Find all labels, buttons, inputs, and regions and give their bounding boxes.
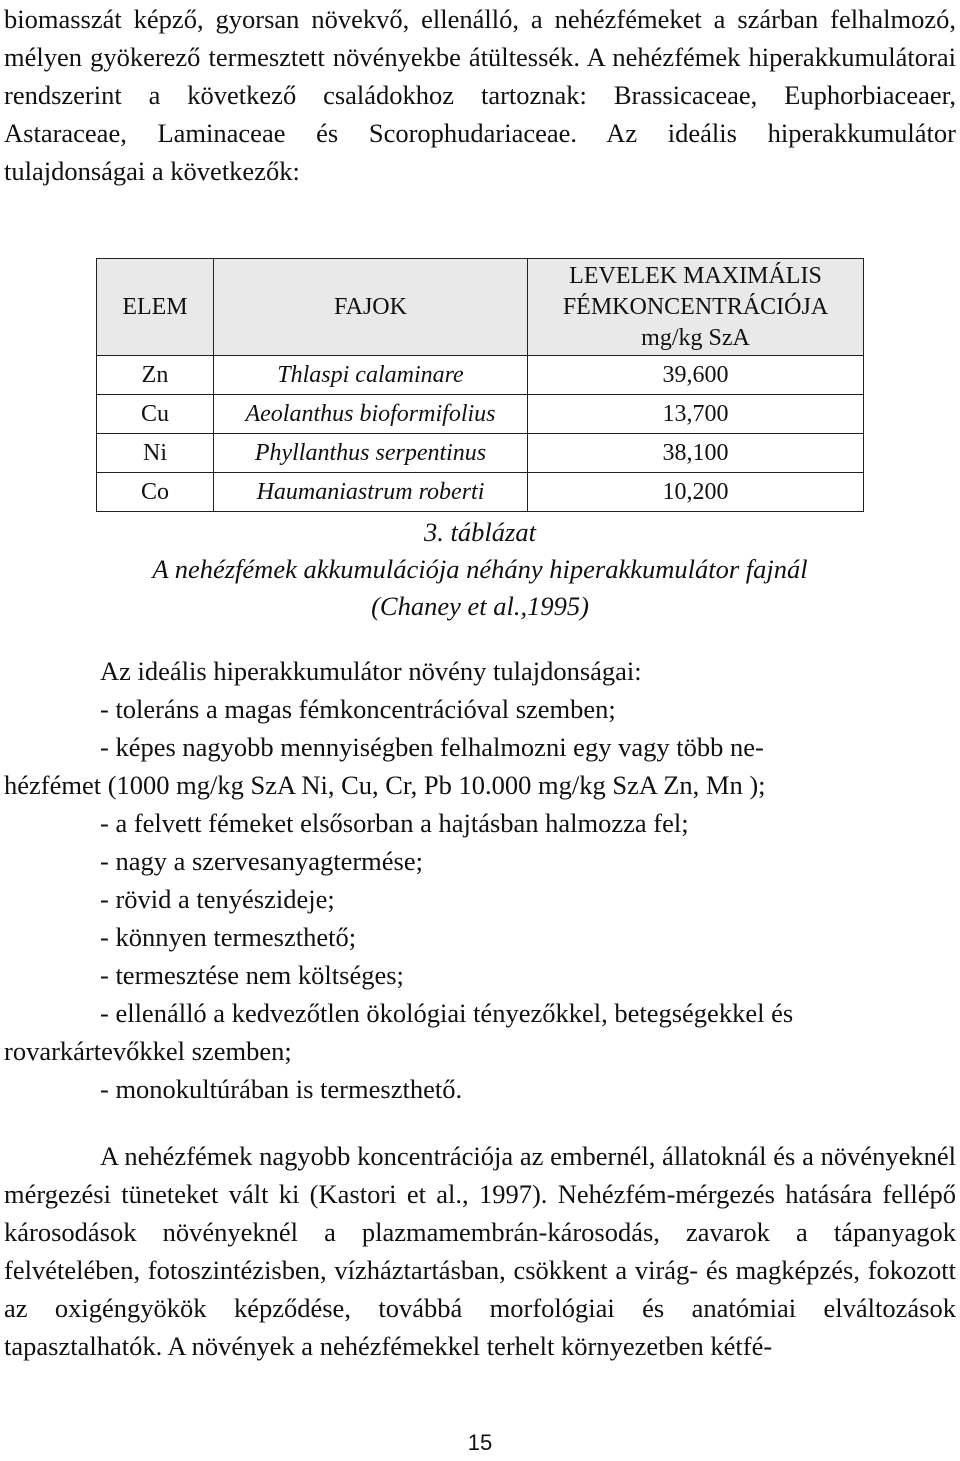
header-elem: ELEM: [97, 259, 214, 356]
header-concentration-line2: FÉMKONCENTRÁCIÓJA: [562, 293, 829, 320]
page-number: 15: [467, 1430, 493, 1455]
list-item: - a felvett fémeket elsősorban a hajtásban halmozza fel;: [100, 808, 689, 838]
header-concentration: [528, 259, 864, 356]
cell-elem: Zn: [97, 356, 214, 395]
list-item: - toleráns a magas fémkoncentrációval szemben;: [100, 694, 616, 724]
table-header-row: [97, 259, 864, 356]
cell-elem: Cu: [97, 395, 214, 434]
properties-heading: Az ideális hiperakkumulátor növény tulajdonságai:: [100, 656, 642, 686]
cell-value: 39,600: [528, 356, 864, 395]
list-item: - nagy a szervesanyagtermése;: [100, 846, 423, 876]
cell-value: 13,700: [528, 395, 864, 434]
header-fajok: FAJOK: [214, 259, 528, 356]
list-item: - monokultúrában is termeszthető.: [100, 1074, 463, 1104]
cell-elem: Ni: [97, 434, 214, 473]
table-row: [97, 434, 864, 473]
cell-species: Aeolanthus bioformifolius: [214, 395, 528, 434]
cell-species: Phyllanthus serpentinus: [214, 434, 528, 473]
list-item: - ellenálló a kedvezőtlen ökológiai tényezőkkel, betegségekkel és: [100, 998, 794, 1028]
hyperaccumulator-table: [96, 258, 864, 512]
cell-value: 38,100: [528, 434, 864, 473]
cell-species: Haumaniastrum roberti: [214, 473, 528, 512]
list-item: - könnyen termeszthető;: [100, 922, 357, 952]
list-item-continuation: hézfémet (1000 mg/kg SzA Ni, Cu, Cr, Pb 10.000 mg/kg SzA Zn, Mn );: [4, 770, 766, 800]
table-row: [97, 395, 864, 434]
table-row: [97, 473, 864, 512]
list-item: - rövid a tenyészideje;: [100, 884, 335, 914]
table-caption-title: A nehézfémek akkumulációja néhány hiperakkumulátor fajnál: [152, 554, 808, 584]
list-item: - termesztése nem költséges;: [100, 960, 404, 990]
intro-paragraph: biomasszát képző, gyorsan növekvő, ellenálló, a nehézfémeket a szárban felhalmozó, mélyen gyökerező termesztett növényekbe átültessék. A nehézfémek hiperakkumulátorai rendszerint a következő családokhoz tartoznak: Brassicaceae, Euphorbiaceaer, Astaraceae, Laminaceae és Scorophudariaceae. Az ideális hiperakkumulátor tulajdonságai a következők:: [4, 4, 956, 186]
list-item: - képes nagyobb mennyiségben felhalmozni egy vagy több ne-: [100, 732, 764, 762]
cell-species: Thlaspi calaminare: [214, 356, 528, 395]
header-concentration-unit: mg/kg SzA: [641, 324, 750, 351]
properties-list: [4, 652, 956, 1108]
cell-elem: Co: [97, 473, 214, 512]
table-row: [97, 356, 864, 395]
cell-value: 10,200: [528, 473, 864, 512]
table-caption-number: 3. táblázat: [424, 517, 536, 547]
table-caption-source: (Chaney et al.,1995): [371, 591, 589, 621]
header-concentration-line1: LEVELEK MAXIMÁLIS: [569, 262, 822, 289]
closing-paragraph: A nehézfémek nagyobb koncentrációja az embernél, állatoknál és a növényeknél mérgezési tüneteket vált ki (Kastori et al., 1997). Nehézfém-mérgezés hatására fellépő károsodások növényeknél a plazmamembrán-károsodás, zavarok a tápanyagok felvételében, fotoszintézisben, vízháztartásban, csökkent a virág- és magképzés, fokozott az oxigéngyökök képződése, továbbá morfológiai és anatómiai elváltozások tapasztalhatók. A növények a nehézfémekkel terhelt környezetben kétfé-: [4, 1141, 956, 1361]
table-caption: [96, 514, 864, 625]
data-table: [96, 258, 864, 512]
list-item-continuation: rovarkártevőkkel szemben;: [4, 1036, 292, 1066]
